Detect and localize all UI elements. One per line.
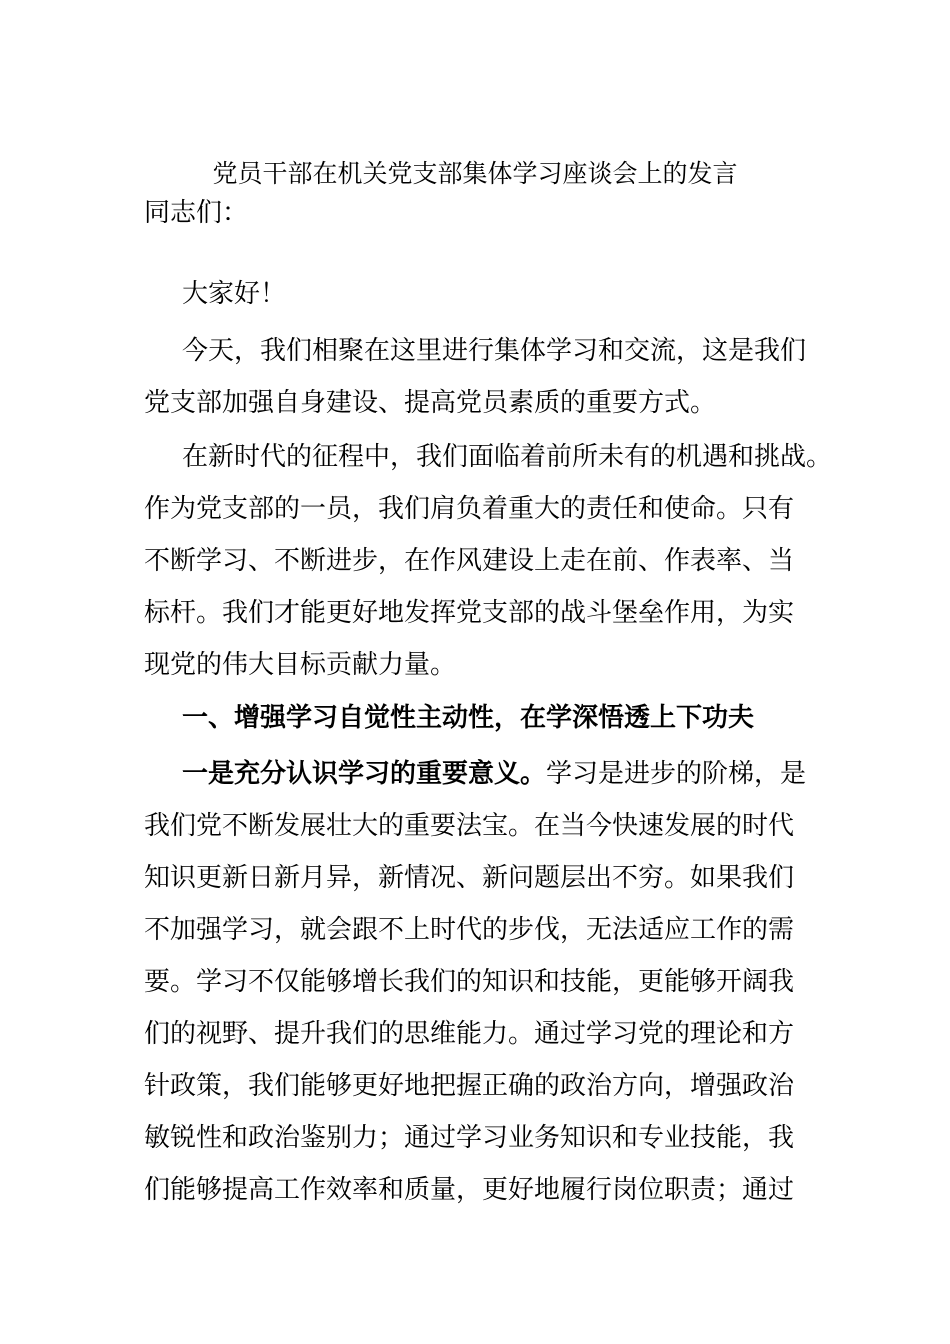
point-lead: 一是充分认识学习的重要意义。 xyxy=(182,759,547,789)
paragraph-line: 党支部加强自身建设、提高党员素质的重要方式。 xyxy=(144,388,717,418)
paragraph-line: 不断学习、不断进步，在作风建设上走在前、作表率、当 xyxy=(144,546,795,576)
paragraph-line: 们的视野、提升我们的思维能力。通过学习党的理论和方 xyxy=(144,1019,795,1049)
point-1-paragraph xyxy=(144,748,824,1216)
paragraph-2 xyxy=(144,431,833,691)
greeting xyxy=(144,268,824,320)
paragraph-line: 今天，我们相聚在这里进行集体学习和交流，这是我们 xyxy=(182,336,807,366)
paragraph-line: 不加强学习，就会跟不上时代的步伐，无法适应工作的需 xyxy=(144,915,795,945)
paragraph-line: 敏锐性和政治鉴别力；通过学习业务知识和专业技能，我 xyxy=(144,1123,795,1153)
document-title: 党员干部在机关党支部集体学习座谈会上的发言 xyxy=(212,159,738,188)
paragraph-line: 要。学习不仅能够增长我们的知识和技能，更能够开阔我 xyxy=(144,967,795,997)
paragraph-line: 在新时代的征程中，我们面临着前所未有的机遇和挑战。 xyxy=(182,442,833,472)
section-heading: 一、增强学习自觉性主动性，在学深悟透上下功夫 xyxy=(182,703,755,733)
salutation xyxy=(144,187,824,239)
paragraph-line: 我们党不断发展壮大的重要法宝。在当今快速发展的时代 xyxy=(144,811,795,841)
paragraph-line: 作为党支部的一员，我们肩负着重大的责任和使命。只有 xyxy=(144,494,795,524)
section-heading-1 xyxy=(144,692,824,744)
paragraph-line: 们能够提高工作效率和质量，更好地履行岗位职责；通过 xyxy=(144,1175,795,1205)
salutation-line: 同志们： xyxy=(144,198,249,228)
paragraph-line: 标杆。我们才能更好地发挥党支部的战斗堡垒作用，为实 xyxy=(144,598,795,628)
paragraph-1 xyxy=(144,325,824,429)
paragraph-line: 针政策，我们能够更好地把握正确的政治方向，增强政治 xyxy=(144,1071,795,1101)
paragraph-line: 知识更新日新月异，新情况、新问题层出不穷。如果我们 xyxy=(144,863,795,893)
paragraph-line xyxy=(144,748,824,800)
point-lead-rest: 学习是进步的阶梯，是 xyxy=(546,759,807,789)
greeting-line: 大家好！ xyxy=(182,279,287,309)
paragraph-line: 现党的伟大目标贡献力量。 xyxy=(144,650,457,680)
